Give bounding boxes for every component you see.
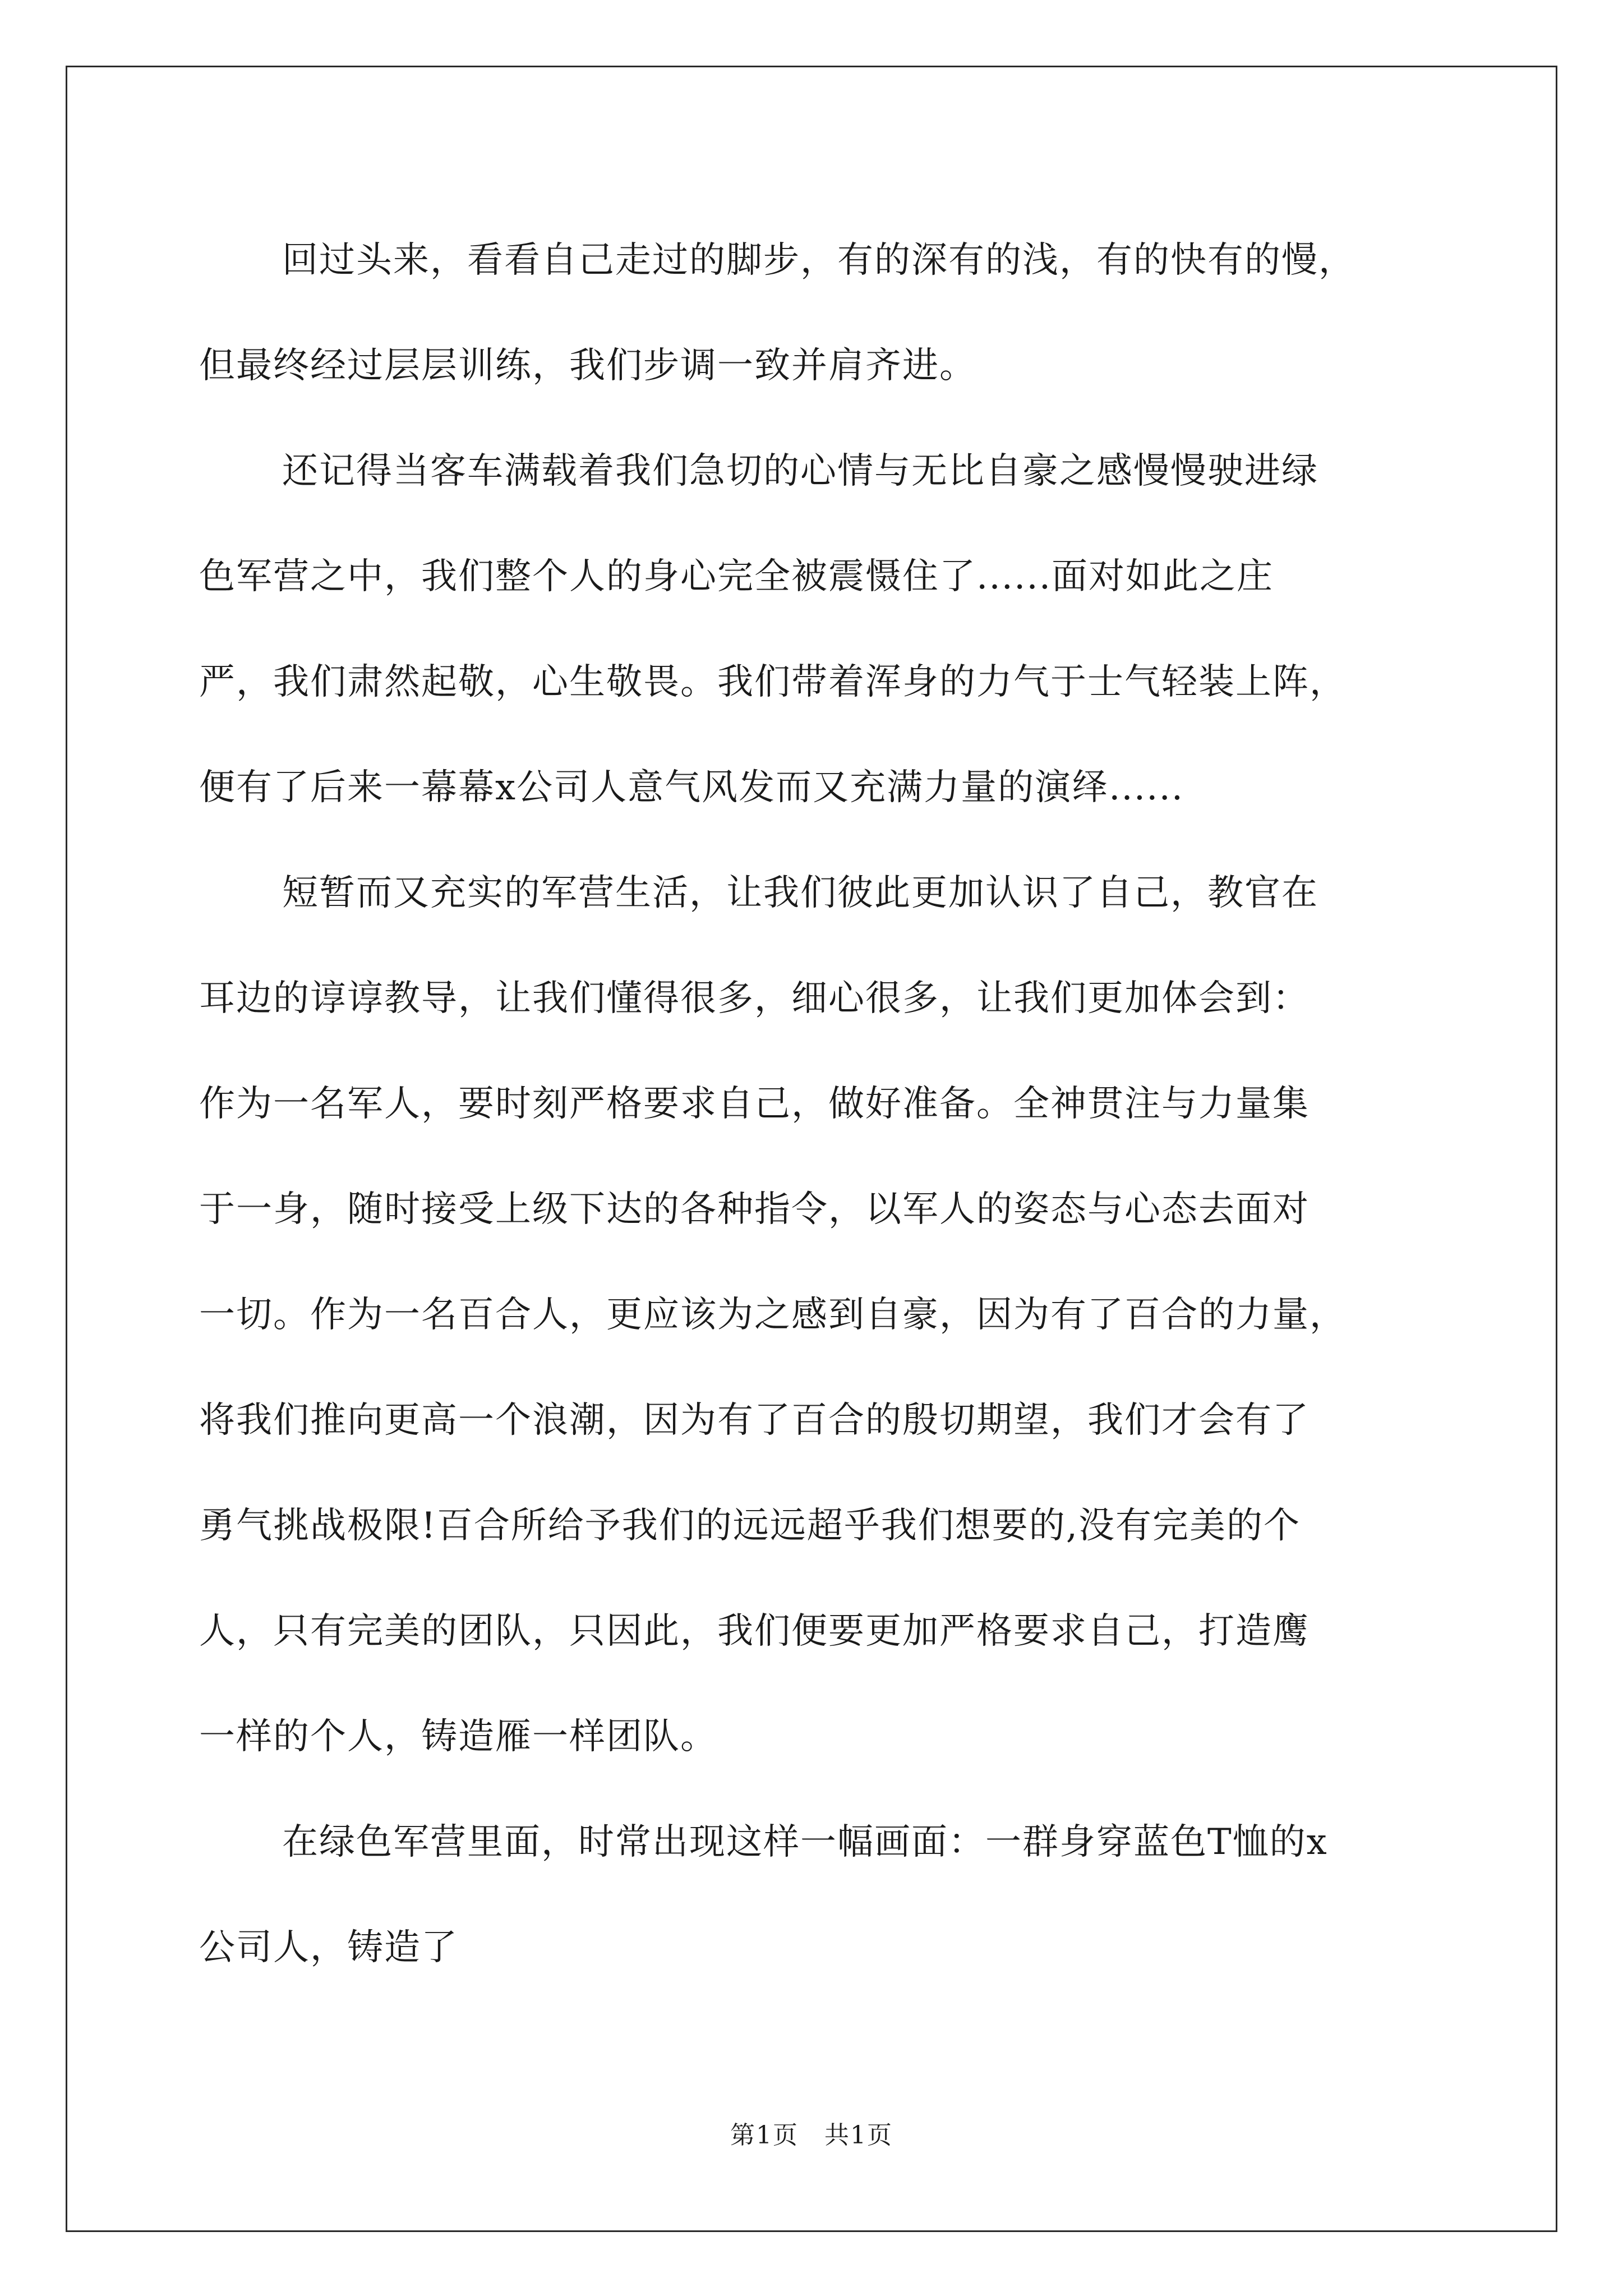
text-line: 勇气挑战极限!百合所给予我们的远远超乎我们想要的,没有完美的个 bbox=[199, 1505, 1301, 1547]
document-body bbox=[199, 208, 1433, 2000]
text-line: 一样的个人，铸造雁一样团队。 bbox=[199, 1716, 717, 1757]
page-footer: 第1页 共1页 bbox=[730, 2121, 893, 2150]
text-line: 但最终经过层层训练，我们步调一致并肩齐进。 bbox=[199, 345, 976, 386]
text-line: 还记得当客车满载着我们急切的心情与无比自豪之感慢慢驶进绿 bbox=[282, 450, 1318, 492]
text-line: 便有了后来一幕幕x公司人意气风发而又充满力量的演绎...... bbox=[199, 767, 1184, 808]
text-line: 色军营之中，我们整个人的身心完全被震慑住了......面对如此之庄 bbox=[199, 556, 1274, 597]
text-line: 在绿色军营里面，时常出现这样一幅画面：一群身穿蓝色T恤的x bbox=[282, 1821, 1328, 1863]
text-line: 公司人，铸造了 bbox=[199, 1927, 458, 1968]
text-line: 于一身，随时接受上级下达的各种指令，以军人的姿态与心态去面对 bbox=[199, 1189, 1310, 1230]
text-line: 耳边的谆谆教导，让我们懂得很多，细心很多，让我们更加体会到： bbox=[199, 978, 1310, 1019]
text-line: 严，我们肃然起敬，心生敬畏。我们带着浑身的力气于士气轻装上阵， bbox=[199, 661, 1347, 703]
text-line: 将我们推向更高一个浪潮，因为有了百合的殷切期望，我们才会有了 bbox=[199, 1400, 1310, 1441]
text-line: 人，只有完美的团队，只因此，我们便要更加严格要求自己，打造鹰 bbox=[199, 1611, 1310, 1652]
text-line: 一切。作为一名百合人，更应该为之感到自豪，因为有了百合的力量， bbox=[199, 1294, 1347, 1336]
text-line: 回过头来，看看自己走过的脚步，有的深有的浅，有的快有的慢， bbox=[282, 240, 1355, 281]
text-line: 短暂而又充实的军营生活，让我们彼此更加认识了自己，教官在 bbox=[282, 872, 1318, 914]
text-line: 作为一名军人，要时刻严格要求自己，做好准备。全神贯注与力量集 bbox=[199, 1083, 1310, 1125]
